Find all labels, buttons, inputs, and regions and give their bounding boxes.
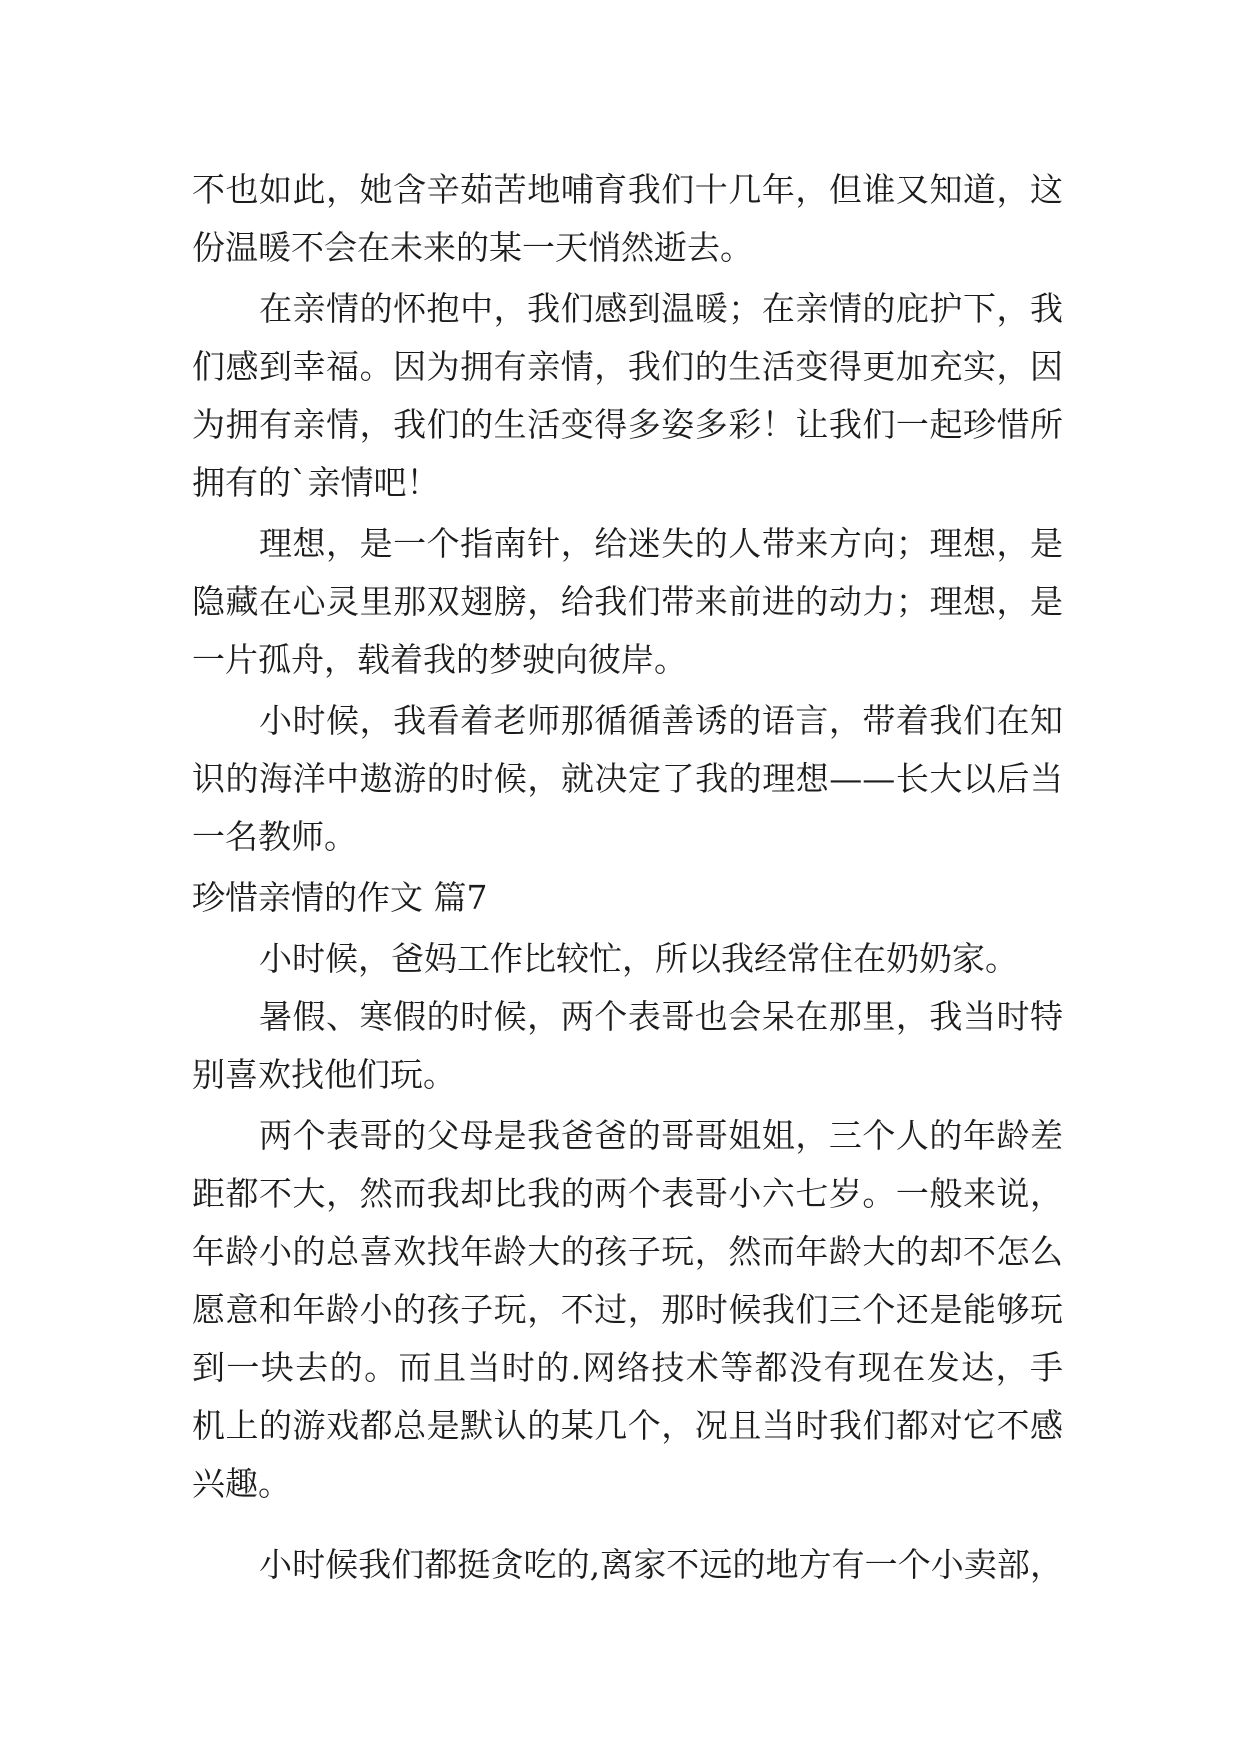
paragraph xyxy=(192,930,1063,988)
paragraph xyxy=(192,1107,1063,1513)
text-line: 别喜欢找他们玩。 xyxy=(192,1055,456,1094)
text-line: 兴趣。 xyxy=(192,1464,291,1503)
text-line: 们感到幸福。因为拥有亲情，我们的生活变得更加充实，因 xyxy=(192,347,1063,386)
text-line: 小时候，爸妈工作比较忙，所以我经常住在奶奶家。 xyxy=(259,939,1018,978)
text-line: 距都不大，然而我却比我的两个表哥小六七岁。一般来说， xyxy=(192,1174,1063,1213)
text-line: 为拥有亲情，我们的生活变得多姿多彩！让我们一起珍惜所 xyxy=(192,405,1063,444)
text-line: 小时候我们都挺贪吃的,离家不远的地方有一个小卖部， xyxy=(259,1545,1063,1584)
text-line: 隐藏在心灵里那双翅膀，给我们带来前进的动力；理想，是 xyxy=(192,582,1063,621)
paragraph xyxy=(192,988,1063,1104)
text-line: 拥有的`亲情吧！ xyxy=(192,463,440,502)
text-line: 在亲情的怀抱中，我们感到温暖；在亲情的庇护下，我 xyxy=(259,289,1063,328)
document-body xyxy=(192,161,1063,1594)
text-line: 两个表哥的父母是我爸爸的哥哥姐姐，三个人的年龄差 xyxy=(259,1116,1063,1155)
text-line: 到一块去的。而且当时的.网络技术等都没有现在发达，手 xyxy=(192,1348,1063,1387)
text-line: 暑假、寒假的时候，两个表哥也会呆在那里，我当时特 xyxy=(259,997,1063,1036)
section-heading: 珍惜亲情的作文 篇7 xyxy=(192,878,488,917)
text-line: 机上的游戏都总是默认的某几个，况且当时我们都对它不感 xyxy=(192,1406,1063,1445)
text-line: 愿意和年龄小的孩子玩，不过，那时候我们三个还是能够玩 xyxy=(192,1290,1063,1329)
text-line: 理想，是一个指南针，给迷失的人带来方向；理想，是 xyxy=(259,524,1063,563)
text-line: 一片孤舟，载着我的梦驶向彼岸。 xyxy=(192,640,687,679)
text-line: 份温暖不会在未来的某一天悄然逝去。 xyxy=(192,228,753,267)
paragraph xyxy=(192,692,1063,866)
text-line: 一名教师。 xyxy=(192,817,357,856)
section-heading-block xyxy=(192,869,1063,927)
paragraph xyxy=(192,1536,1063,1594)
text-line: 识的海洋中遨游的时候，就决定了我的理想——长大以后当 xyxy=(192,759,1063,798)
text-line: 年龄小的总喜欢找年龄大的孩子玩，然而年龄大的却不怎么 xyxy=(192,1232,1063,1271)
text-line: 不也如此，她含辛茹苦地哺育我们十几年，但谁又知道，这 xyxy=(192,170,1063,209)
paragraph xyxy=(192,515,1063,689)
paragraph xyxy=(192,280,1063,512)
text-line: 小时候，我看着老师那循循善诱的语言，带着我们在知 xyxy=(259,701,1063,740)
paragraph xyxy=(192,161,1063,277)
